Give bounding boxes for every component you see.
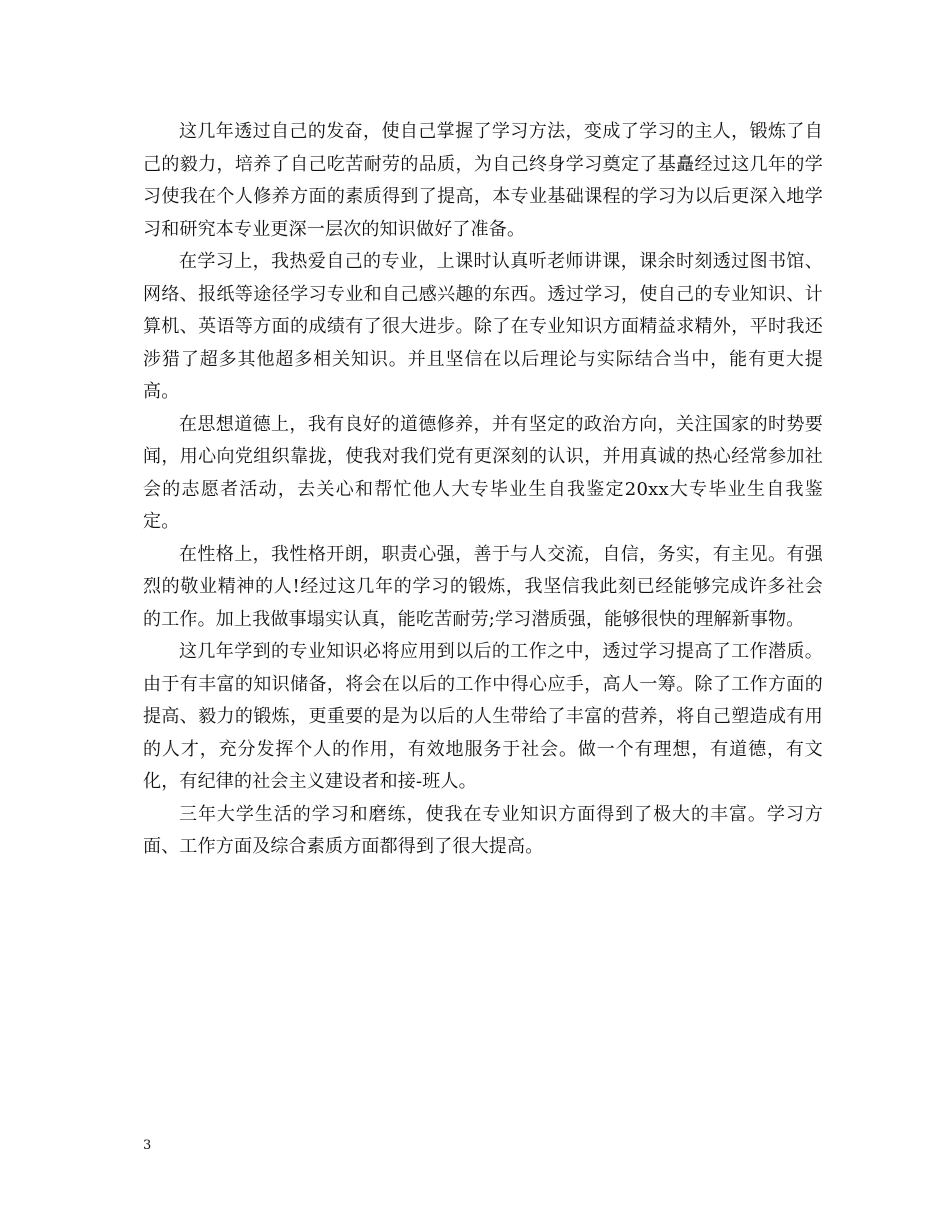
paragraph-ideology-morals: 在思想道德上，我有良好的道德修养，并有坚定的政治方向，关注国家的时势要闻，用心向党组织靠拢，使我对我们党有更深刻的认识，并用真诚的热心经常参加社会的志愿者活动，去关心和帮忙他人大专毕业生自我鉴定20xx大专毕业生自我鉴定。: [143, 413, 823, 532]
paragraph-academics: 在学习上，我热爱自己的专业，上课时认真听老师讲课，课余时刻透过图书馆、网络、报纸等途径学习专业和自己感兴趣的东西。透过学习，使自己的专业知识、计算机、英语等方面的成绩有了很大进步。除了在专业知识方面精益求精外，平时我还涉猎了超多其他超多相关知识。并且坚信在以后理论与实际结合当中，能有更大提高。: [143, 251, 823, 402]
paragraph-summary: 三年大学生活的学习和磨练，使我在专业知识方面得到了极大的丰富。学习方面、工作方面及综合素质方面都得到了很大提高。: [143, 803, 823, 857]
document-body: [143, 116, 823, 864]
paragraph-personality: 在性格上，我性格开朗，职责心强，善于与人交流，自信，务实，有主见。有强烈的敬业精神的人!经过这几年的学习的锻炼，我坚信我此刻已经能够完成许多社会的工作。加上我做事塌实认真，能吃苦耐劳;学习潜质强，能够很快的理解新事物。: [143, 543, 823, 630]
paragraph-future-work: 这几年学到的专业知识必将应用到以后的工作之中，透过学习提高了工作潜质。由于有丰富的知识储备，将会在以后的工作中得心应手，高人一筹。除了工作方面的提高、毅力的锻炼，更重要的是为以后的人生带给了丰富的营养，将自己塑造成有用的人才，充分发挥个人的作用，有效地服务于社会。做一个有理想，有道德，有文化，有纪律的社会主义建设者和接-班人。: [143, 641, 823, 792]
page-number: 3: [143, 1138, 152, 1153]
paragraph-study-methods: 这几年透过自己的发奋，使自己掌握了学习方法，变成了学习的主人，锻炼了自己的毅力，培养了自己吃苦耐劳的品质，为自己终身学习奠定了基矗经过这几年的学习使我在个人修养方面的素质得到了提高，本专业基础课程的学习为以后更深入地学习和研究本专业更深一层次的知识做好了准备。: [143, 121, 823, 240]
